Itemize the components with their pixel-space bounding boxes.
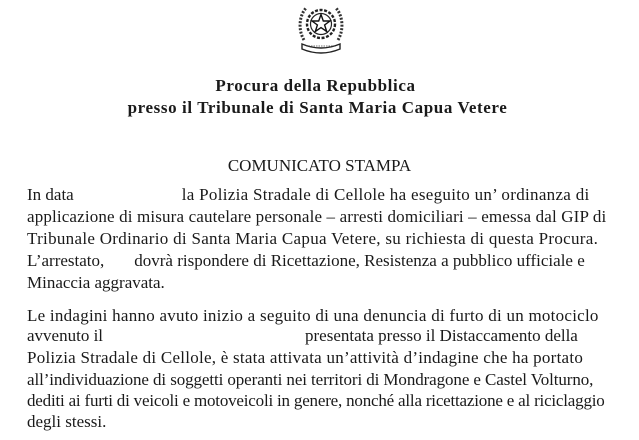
paragraph2-line1: Le indagini hanno avuto inizio a seguito di una denuncia di furto di un motociclo [27, 306, 599, 325]
p1-line1-start: In data [27, 185, 74, 204]
paragraph1-line2: applicazione di misura cautelare personale – arresti domiciliari – emessa dal GIP di [27, 207, 607, 226]
paragraph2-line2 [27, 326, 617, 346]
italian-republic-emblem-icon [296, 0, 346, 56]
paragraph1-line1 [27, 185, 617, 205]
p2-line2-start: avvenuto il [27, 326, 104, 345]
paragraph1-line4 [27, 251, 617, 271]
office-title-line2: presso il Tribunale di Santa Maria Capua Vetere [127, 98, 508, 117]
p1-line4-end: dovrà rispondere di Ricettazione, Resistenza a pubblico ufficiale e [134, 251, 585, 270]
paragraph1-line5: Minaccia aggravata. [27, 273, 165, 292]
p2-line2-end: presentata presso il Distaccamento della [305, 326, 578, 345]
paragraph1-line3: Tribunale Ordinario di Santa Maria Capua Vetere, su richiesta di questa Procura. [27, 229, 599, 248]
office-title-line1: Procura della Repubblica [215, 76, 416, 95]
paragraph2-line5: dediti ai furti di veicoli e motoveicoli in genere, nonché alla ricettazione e al riciclaggio [27, 391, 605, 410]
p1-line1-end: la Polizia Stradale di Cellole ha eseguito un’ ordinanza di [181, 185, 590, 204]
paragraph2-line3: Polizia Stradale di Cellole, è stata attivata un’attività d’indagine che ha portato [27, 348, 584, 367]
press-release-heading: COMUNICATO STAMPA [227, 156, 412, 175]
paragraph2-line6: degli stessi. [27, 412, 107, 431]
paragraph2-line4: all’individuazione di soggetti operanti nei territori di Mondragone e Castel Volturno, [27, 370, 594, 389]
p1-line4-start: L’arrestato, [27, 251, 105, 270]
